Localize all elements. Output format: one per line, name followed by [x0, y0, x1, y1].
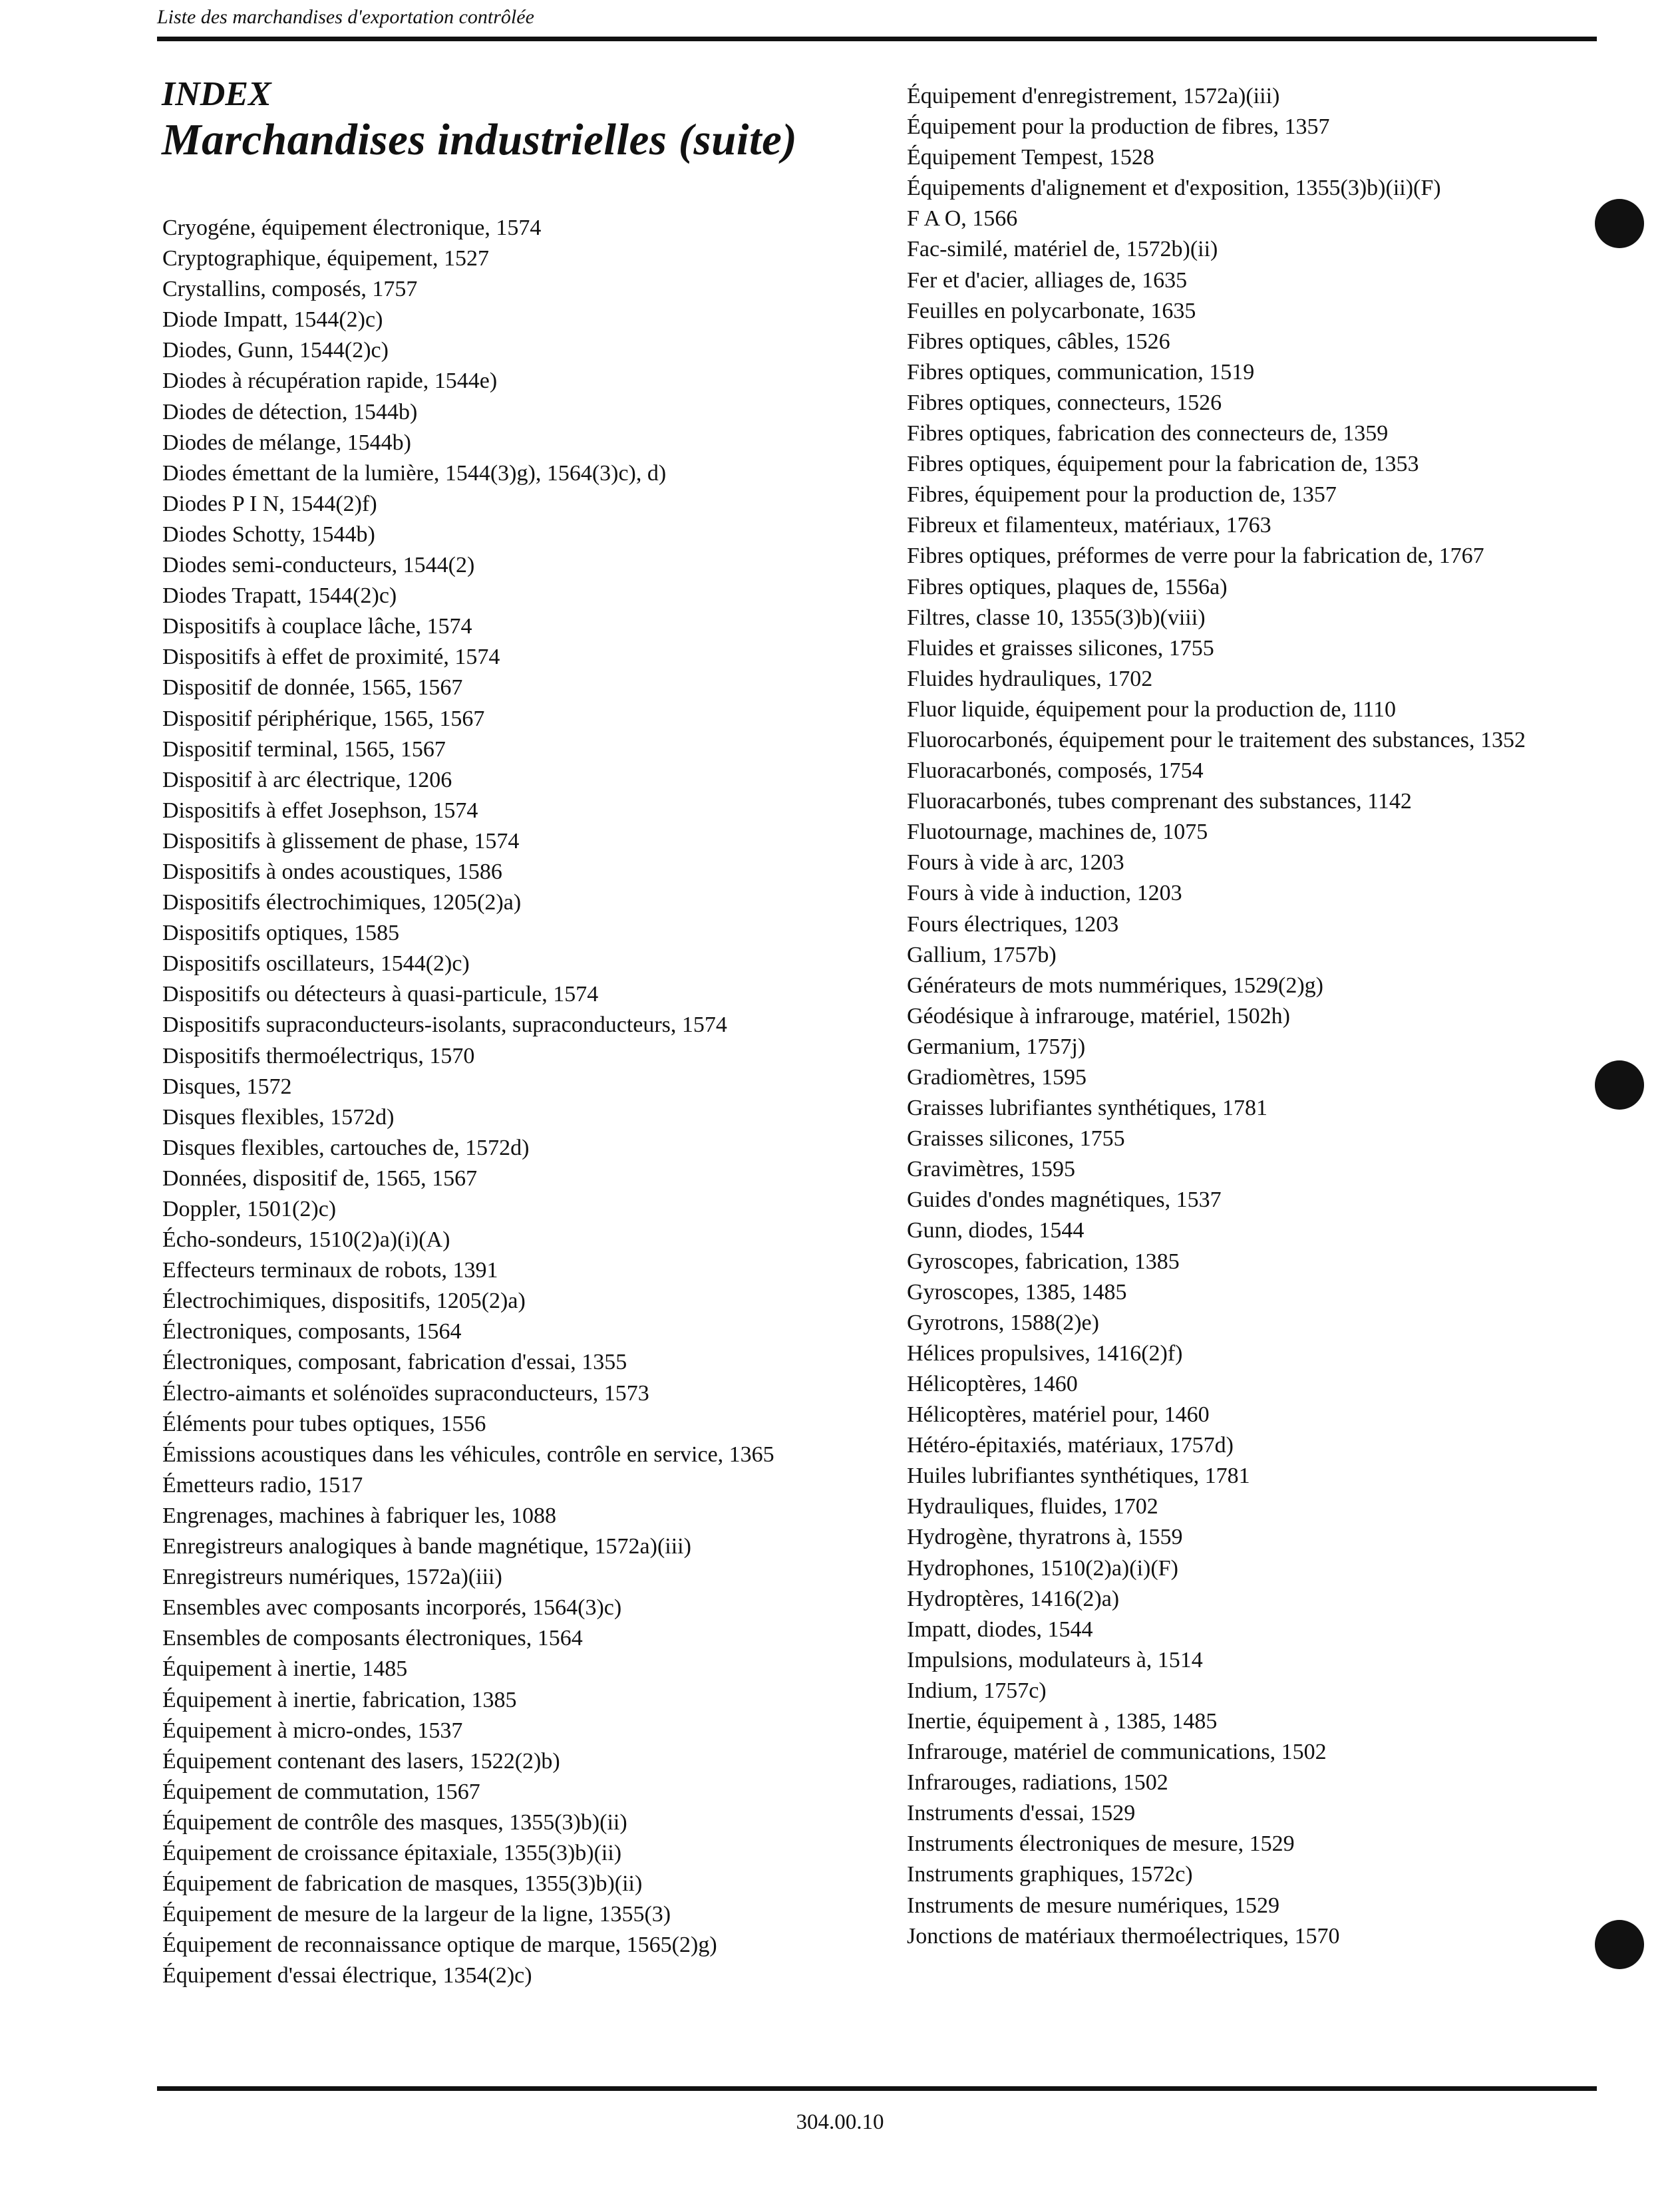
index-entry: Gyroscopes, 1385, 1485 [907, 1279, 1127, 1305]
index-entry: Feuilles en polycarbonate, 1635 [907, 298, 1196, 323]
index-entry: Électroniques, composant, fabrication d'essai, 1355 [162, 1350, 627, 1375]
index-entry: Fibres optiques, communication, 1519 [907, 359, 1255, 385]
index-entry: Géodésique à infrarouge, matériel, 1502h) [907, 1003, 1290, 1028]
index-entry: Diodes P I N, 1544(2)f) [162, 491, 377, 516]
index-entry: Dispositifs thermoélectriqus, 1570 [162, 1043, 475, 1068]
index-entry: F A O, 1566 [907, 206, 1018, 232]
index-entry: Doppler, 1501(2)c) [162, 1197, 337, 1221]
index-entry: Équipements d'alignement et d'exposition, 1355(3)b)(ii)(F) [907, 176, 1441, 201]
page-number: 304.00.10 [796, 2110, 884, 2134]
index-entry: Équipement de croissance épitaxiale, 1355(3)b)(ii) [162, 1840, 622, 1865]
index-entry: Équipement de mesure de la largeur de la ligne, 1355(3) [162, 1902, 671, 1927]
index-entry: Gunn, diodes, 1544 [907, 1218, 1085, 1243]
index-entry: Instruments graphiques, 1572c) [907, 1862, 1193, 1887]
index-entry: Dispositifs à ondes acoustiques, 1586 [162, 859, 502, 884]
index-entry: Gradiomètres, 1595 [907, 1065, 1087, 1090]
index-entry: Impatt, diodes, 1544 [907, 1617, 1093, 1642]
index-entry: Dispositifs optiques, 1585 [162, 921, 400, 946]
index-entry: Hélices propulsives, 1416(2)f) [907, 1340, 1183, 1366]
index-entry: Dispositifs ou détecteurs à quasi-particule, 1574 [162, 982, 599, 1007]
index-entry: Fluorocarbonés, équipement pour le traitement des substances, 1352 [907, 727, 1526, 752]
index-entry: Équipement contenant des lasers, 1522(2)b) [162, 1748, 560, 1774]
index-entry: Instruments de mesure numériques, 1529 [907, 1893, 1279, 1918]
index-entry: Impulsions, modulateurs à, 1514 [907, 1647, 1203, 1672]
right-index-column [907, 81, 1577, 1952]
index-entry: Fibres optiques, fabrication des connecteurs de, 1359 [907, 421, 1389, 446]
index-entry: Émissions acoustiques dans les véhicules, contrôle en service, 1365 [162, 1442, 774, 1467]
index-entry: Dispositif à arc électrique, 1206 [162, 767, 452, 792]
punch-hole-marker [1595, 1920, 1644, 1969]
index-entry: Équipement de contrôle des masques, 1355(3)b)(ii) [162, 1809, 627, 1835]
index-entry: Électrochimiques, dispositifs, 1205(2)a) [162, 1289, 526, 1314]
index-entry: Fluides hydrauliques, 1702 [907, 666, 1153, 691]
index-entry: Hydrogène, thyratrons à, 1559 [907, 1525, 1183, 1550]
index-entry: Équipement de fabrication de masques, 1355(3)b)(ii) [162, 1871, 643, 1897]
index-entry: Générateurs de mots nummériques, 1529(2)g) [907, 973, 1323, 998]
index-entry: Ensembles avec composants incorporés, 1564(3)c) [162, 1595, 622, 1621]
left-index-column [162, 213, 854, 1991]
index-title: INDEX [162, 75, 271, 113]
index-entry: Infrarouge, matériel de communications, 1502 [907, 1740, 1327, 1765]
index-entry: Équipement de commutation, 1567 [162, 1779, 480, 1804]
index-entry: Hélicoptères, 1460 [907, 1371, 1078, 1396]
index-entry: Équipement de reconnaissance optique de marque, 1565(2)g) [162, 1933, 717, 1958]
index-entry: Équipement d'essai électrique, 1354(2)c) [162, 1963, 532, 1988]
index-entry: Diodes de mélange, 1544b) [162, 430, 411, 455]
index-entry: Diodes Schotty, 1544b) [162, 522, 375, 547]
index-entry: Fluor liquide, équipement pour la production de, 1110 [907, 697, 1396, 722]
index-entry: Fibres, équipement pour la production de, 1357 [907, 482, 1337, 508]
index-entry: Fibreux et filamenteux, matériaux, 1763 [907, 513, 1271, 538]
index-entry: Émetteurs radio, 1517 [162, 1472, 363, 1497]
index-entry: Fibres optiques, plaques de, 1556a) [907, 574, 1228, 599]
index-entry: Fac-similé, matériel de, 1572b)(ii) [907, 237, 1218, 262]
index-entry: Écho-sondeurs, 1510(2)a)(i)(A) [162, 1227, 450, 1253]
index-entry: Fours à vide à arc, 1203 [907, 850, 1124, 875]
index-entry: Enregistreurs analogiques à bande magnétique, 1572a)(iii) [162, 1534, 691, 1559]
index-entry: Dispositifs oscillateurs, 1544(2)c) [162, 951, 470, 977]
index-entry: Hydrauliques, fluides, 1702 [907, 1494, 1158, 1519]
index-entry: Électroniques, composants, 1564 [162, 1319, 462, 1344]
header-rule [157, 37, 1597, 41]
index-entry: Dispositif de donnée, 1565, 1567 [162, 675, 463, 701]
index-subtitle: Marchandises industrielles (suite) [162, 115, 798, 164]
index-entry: Dispositifs supraconducteurs-isolants, supraconducteurs, 1574 [162, 1013, 727, 1038]
index-entry: Éléments pour tubes optiques, 1556 [162, 1411, 486, 1436]
index-entry: Fibres optiques, connecteurs, 1526 [907, 390, 1222, 415]
index-entry: Gyroscopes, fabrication, 1385 [907, 1249, 1180, 1274]
index-entry: Engrenages, machines à fabriquer les, 1088 [162, 1503, 556, 1528]
index-entry: Instruments d'essai, 1529 [907, 1801, 1136, 1826]
index-entry: Filtres, classe 10, 1355(3)b)(viii) [907, 605, 1206, 630]
running-header: Liste des marchandises d'exportation contrôlée [157, 6, 534, 28]
punch-hole-marker [1595, 1060, 1644, 1110]
index-entry: Dispositifs à effet Josephson, 1574 [162, 798, 478, 823]
index-entry: Équipement à inertie, fabrication, 1385 [162, 1687, 517, 1712]
index-entry: Infrarouges, radiations, 1502 [907, 1770, 1168, 1796]
index-entry: Fluotournage, machines de, 1075 [907, 820, 1208, 845]
index-entry: Gravimètres, 1595 [907, 1157, 1076, 1182]
index-entry: Équipement à micro-ondes, 1537 [162, 1718, 463, 1743]
index-entry: Diodes Trapatt, 1544(2)c) [162, 583, 397, 609]
index-entry: Fluoracarbonés, composés, 1754 [907, 758, 1204, 784]
index-entry: Fluoracarbonés, tubes comprenant des substances, 1142 [907, 789, 1412, 814]
index-entry: Indium, 1757c) [907, 1678, 1047, 1703]
index-entry: Hélicoptères, matériel pour, 1460 [907, 1402, 1210, 1428]
index-entry: Dispositifs électrochimiques, 1205(2)a) [162, 890, 522, 915]
index-entry: Disques flexibles, 1572d) [162, 1104, 395, 1130]
index-entry: Graisses lubrifiantes synthétiques, 1781 [907, 1096, 1268, 1121]
index-entry: Ensembles de composants électroniques, 1564 [162, 1626, 583, 1651]
index-entry: Hydrophones, 1510(2)a)(i)(F) [907, 1555, 1178, 1581]
index-entry: Données, dispositif de, 1565, 1567 [162, 1166, 478, 1191]
index-entry: Cryogéne, équipement électronique, 1574 [162, 216, 542, 240]
index-entry: Hydroptères, 1416(2)a) [907, 1586, 1120, 1611]
index-entry: Cryptographique, équipement, 1527 [162, 246, 490, 271]
index-entry: Électro-aimants et solénoïdes supraconducteurs, 1573 [162, 1380, 649, 1406]
index-entry: Disques flexibles, cartouches de, 1572d) [162, 1135, 530, 1160]
index-entry: Dispositif périphérique, 1565, 1567 [162, 706, 485, 731]
index-entry: Jonctions de matériaux thermoélectriques, 1570 [907, 1923, 1340, 1949]
index-entry: Gallium, 1757b) [907, 942, 1057, 967]
index-entry: Dispositifs à glissement de phase, 1574 [162, 828, 520, 854]
index-entry: Équipement à inertie, 1485 [162, 1656, 408, 1682]
index-entry: Germanium, 1757j) [907, 1034, 1086, 1059]
index-entry: Hétéro-épitaxiés, matériaux, 1757d) [907, 1433, 1234, 1458]
index-entry: Instruments électroniques de mesure, 1529 [907, 1831, 1295, 1857]
index-entry: Dispositifs à couplace lâche, 1574 [162, 614, 472, 639]
index-entry: Dispositifs à effet de proximité, 1574 [162, 645, 500, 670]
index-entry: Effecteurs terminaux de robots, 1391 [162, 1258, 498, 1283]
index-entry: Diodes à récupération rapide, 1544e) [162, 369, 498, 394]
index-entry: Équipement d'enregistrement, 1572a)(iii) [907, 84, 1280, 108]
index-entry: Inertie, équipement à , 1385, 1485 [907, 1708, 1218, 1734]
index-entry: Diode Impatt, 1544(2)c) [162, 307, 383, 333]
index-entry: Graisses silicones, 1755 [907, 1126, 1125, 1152]
index-entry: Enregistreurs numériques, 1572a)(iii) [162, 1565, 502, 1590]
index-entry: Diodes, Gunn, 1544(2)c) [162, 338, 389, 363]
index-entry: Gyrotrons, 1588(2)e) [907, 1310, 1099, 1335]
index-entry: Équipement pour la production de fibres, 1357 [907, 114, 1330, 140]
index-entry: Diodes semi-conducteurs, 1544(2) [162, 553, 475, 578]
index-entry: Disques, 1572 [162, 1074, 292, 1099]
index-entry: Fibres optiques, équipement pour la fabrication de, 1353 [907, 452, 1419, 477]
footer-rule [157, 2086, 1597, 2091]
index-entry: Guides d'ondes magnétiques, 1537 [907, 1187, 1222, 1213]
punch-hole-marker [1595, 199, 1644, 248]
index-entry: Fluides et graisses silicones, 1755 [907, 635, 1214, 661]
index-entry: Dispositif terminal, 1565, 1567 [162, 736, 446, 762]
index-entry: Fibres optiques, câbles, 1526 [907, 329, 1170, 354]
index-entry: Diodes émettant de la lumière, 1544(3)g), 1564(3)c), d) [162, 460, 667, 486]
index-entry: Fer et d'acier, alliages de, 1635 [907, 267, 1188, 293]
index-entry: Fours électriques, 1203 [907, 911, 1119, 937]
index-entry: Huiles lubrifiantes synthétiques, 1781 [907, 1464, 1250, 1489]
index-entry: Fours à vide à induction, 1203 [907, 881, 1182, 906]
index-entry: Crystallins, composés, 1757 [162, 277, 418, 302]
index-entry: Équipement Tempest, 1528 [907, 145, 1154, 170]
index-entry: Fibres optiques, préformes de verre pour la fabrication de, 1767 [907, 544, 1484, 569]
index-entry: Diodes de détection, 1544b) [162, 399, 418, 424]
